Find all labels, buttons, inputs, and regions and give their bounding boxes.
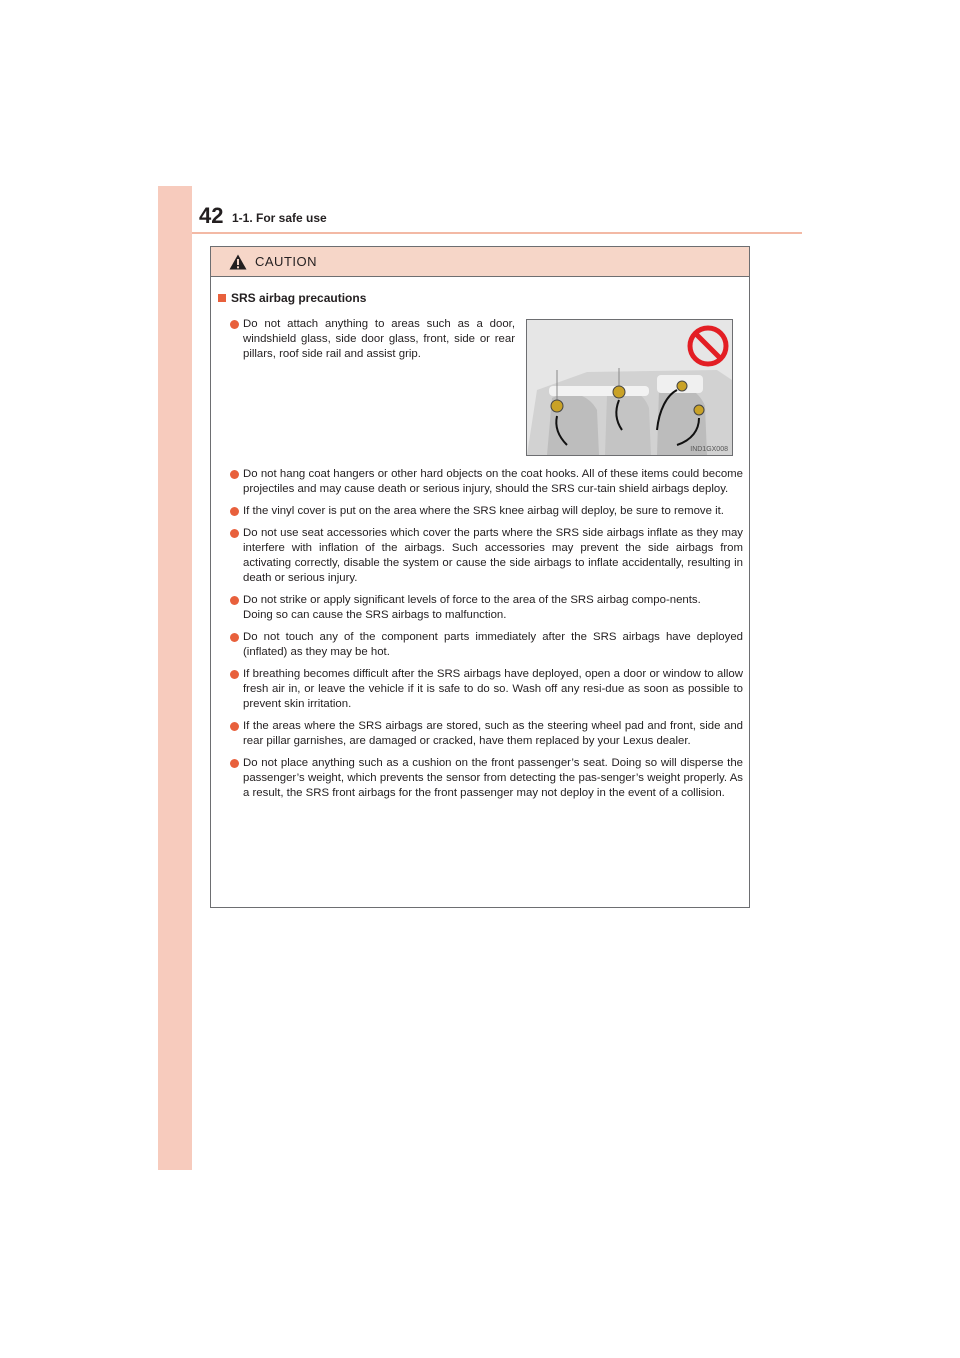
bullet-icon: [230, 670, 239, 679]
list-item-text: Do not attach anything to areas such as a door, windshield glass, side door glass, front, side or rear pillars, roof side rail and assist grip.: [243, 318, 515, 360]
bullet-icon: [230, 529, 239, 538]
bullet-icon: [230, 633, 239, 642]
warning-triangle-icon: [229, 254, 247, 270]
list-item-text: Do not hang coat hangers or other hard objects on the coat hooks. All of these items could become projectiles and may cause death or serious injury, should the SRS cur-tain shield airbags deploy.: [243, 468, 743, 495]
page-side-band: [158, 186, 192, 1170]
bullet-icon: [230, 320, 239, 329]
figure-code: IND1GX008: [690, 446, 728, 453]
list-item-text: Do not touch any of the component parts immediately after the SRS airbags have deployed (inflated) as they may be hot.: [243, 631, 743, 658]
list-item: [243, 630, 743, 660]
list-item: [243, 317, 515, 362]
list-item-text: If breathing becomes difficult after the SRS airbags have deployed, open a door or window to allow fresh air in, or leave the vehicle if it is safe to do so. Wash off any resi-due as soon as possible to prevent skin irritation.: [243, 668, 743, 710]
header-rule: [192, 232, 802, 234]
bullet-icon: [230, 507, 239, 516]
list-item: [243, 719, 743, 749]
list-item: [243, 756, 743, 801]
list-item: [243, 593, 743, 623]
list-item-text: Do not use seat accessories which cover the parts where the SRS side airbags inflate as they may interfere with inflation of the airbags. Such accessories may prevent the side airbags from activating correctly, disable the system or cause the side airbags to inflate accidentally, resulting in death or serious injury.: [243, 527, 743, 584]
subheading: [218, 291, 366, 305]
list-item: [243, 467, 743, 497]
list-item: [243, 667, 743, 712]
section-title: 1-1. For safe use: [232, 211, 327, 225]
square-bullet-icon: [218, 294, 226, 302]
bullet-icon: [230, 722, 239, 731]
list-item-text: Do not strike or apply significant levels of force to the area of the SRS airbag compo-nents.: [243, 594, 701, 606]
bullet-icon: [230, 470, 239, 479]
airbag-illustration: [526, 319, 733, 456]
bullet-icon: [230, 596, 239, 605]
list-item-note: Doing so can cause the SRS airbags to malfunction.: [243, 609, 507, 621]
caution-list: [243, 467, 743, 808]
list-item-text: If the areas where the SRS airbags are stored, such as the steering wheel pad and front, side and rear pillar garnishes, are damaged or cracked, have them replaced by your Lexus dealer.: [243, 720, 743, 747]
page-number: 42: [199, 203, 224, 228]
caution-header: [211, 247, 749, 277]
list-item: [243, 526, 743, 586]
list-item-text: Do not place anything such as a cushion on the front passenger’s seat. Doing so will disperse the passenger’s weight, which prevents the sensor from detecting the pas-senger’s weight properly. As a result, the SRS front airbags for the front passenger may not deploy in the event of a collision.: [243, 757, 743, 799]
subheading-text: SRS airbag precautions: [231, 291, 367, 305]
vehicle-interior-illustration: [527, 320, 732, 455]
caution-box: [210, 246, 750, 908]
caution-label: CAUTION: [255, 254, 317, 269]
list-item: [243, 504, 743, 519]
list-item-text: If the vinyl cover is put on the area where the SRS knee airbag will deploy, be sure to remove it.: [243, 505, 724, 517]
bullet-icon: [230, 759, 239, 768]
